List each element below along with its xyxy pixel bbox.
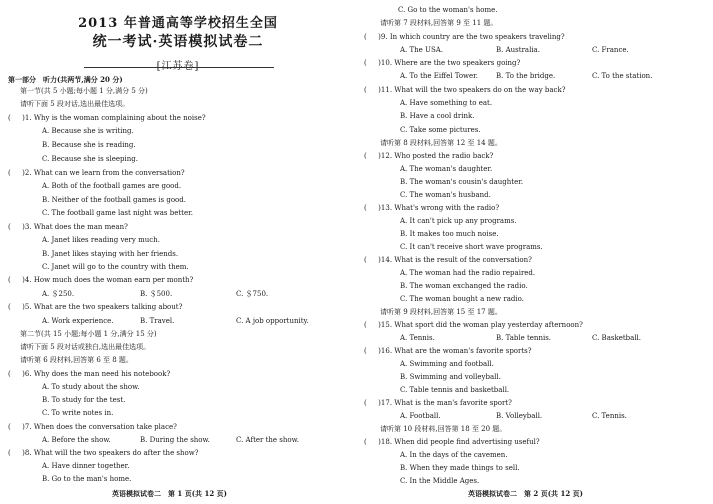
question-12: ( )12. Who posted the radio back? [364, 152, 494, 160]
option-6a: A. To study about the show. [42, 383, 140, 391]
option-9c: C. France. [592, 46, 629, 54]
exam-title-line1: 2013 年普通高等学校招生全国 [78, 16, 278, 31]
option-4b: B. ＄500. [140, 290, 173, 298]
option-5a: A. Work experience. [42, 317, 114, 325]
option-2c: C. The football game last night was better. [42, 209, 193, 217]
option-18c: C. In the Middle Ages. [400, 477, 480, 485]
option-15c: C. Basketball. [592, 334, 642, 342]
option-17b: B. Volleyball. [496, 412, 543, 420]
question-10: ( )10. Where are the two speakers going? [364, 59, 521, 67]
section-instruction: 请听下面 5 段对话,选出最佳选项。 [20, 100, 130, 108]
option-1a: A. Because she is writing. [42, 127, 134, 135]
option-14a: A. The woman had the radio repaired. [400, 269, 536, 277]
question-1: ( )1. Why is the woman complaining about the noise? [8, 114, 206, 122]
page-footer-right: 英语模拟试卷二 第 2 页(共 12 页) [468, 489, 583, 498]
section-heading: 第一节(共 5 小题;每小题 1 分,满分 5 分) [20, 87, 148, 95]
option-8c: C. Go to the woman's home. [398, 6, 498, 14]
question-6: ( )6. Why does the man need his notebook? [8, 370, 171, 378]
option-10b: B. To the bridge. [496, 72, 556, 80]
option-12a: A. The woman's daughter. [400, 165, 493, 173]
option-2b: B. Neither of the football games is good. [42, 196, 186, 204]
left-page [0, 0, 356, 504]
section-note-12: 请听第 8 段材料,回答第 12 至 14 题。 [380, 139, 502, 147]
question-17: ( )17. What is the man's favorite sport? [364, 399, 512, 407]
option-13c: C. It can't receive short wave programs. [400, 243, 543, 251]
option-17c: C. Tennis. [592, 412, 627, 420]
option-4c: C. ＄750. [236, 290, 269, 298]
option-18a: A. In the days of the cavemen. [400, 451, 508, 459]
option-13b: B. It makes too much noise. [400, 230, 499, 238]
option-6b: B. To study for the test. [42, 396, 126, 404]
option-11b: B. Have a cool drink. [400, 112, 475, 120]
option-16a: A. Swimming and football. [400, 360, 494, 368]
page-footer-left: 英语模拟试卷二 第 1 页(共 12 页) [112, 489, 227, 498]
option-1c: C. Because she is sleeping. [42, 155, 138, 163]
section-note-15: 请听第 9 段材料,回答第 15 至 17 题。 [380, 308, 502, 316]
question-13: ( )13. What's wrong with the radio? [364, 204, 500, 212]
question-14: ( )14. What is the result of the conversation? [364, 256, 532, 264]
option-17a: A. Football. [400, 412, 441, 420]
question-8: ( )8. What will the two speakers do after the show? [8, 449, 199, 457]
option-14c: C. The woman bought a new radio. [400, 295, 524, 303]
option-8b: B. Go to the man's home. [42, 475, 132, 483]
question-5: ( )5. What are the two speakers talking about? [8, 303, 183, 311]
option-7a: A. Before the show. [42, 436, 111, 444]
section-heading-2: 第二节(共 15 小题;每小题 1 分,满分 15 分) [20, 330, 157, 338]
section-note-9: 请听第 7 段材料,回答第 9 至 11 题。 [380, 19, 498, 27]
region-tag: [江苏卷] [156, 61, 200, 72]
question-15: ( )15. What sport did the woman play yesterday afternoon? [364, 321, 583, 329]
option-15a: A. Tennis. [400, 334, 435, 342]
option-11c: C. Take some pictures. [400, 126, 481, 134]
right-page [356, 0, 713, 504]
option-12b: B. The woman's cousin's daughter. [400, 178, 524, 186]
option-12c: C. The woman's husband. [400, 191, 491, 199]
option-8a: A. Have dinner together. [42, 462, 130, 470]
option-4a: A. ＄250. [42, 290, 75, 298]
section-instruction-2: 请听下面 5 段对话或独白,选出最佳选项。 [20, 343, 151, 351]
question-3: ( )3. What does the man mean? [8, 223, 128, 231]
option-14b: B. The woman exchanged the radio. [400, 282, 528, 290]
question-11: ( )11. What will the two speakers do on the way back? [364, 86, 566, 94]
option-13a: A. It can't pick up any programs. [400, 217, 517, 225]
question-4: ( )4. How much does the woman earn per month? [8, 276, 194, 284]
question-7: ( )7. When does the conversation take place? [8, 423, 177, 431]
option-3c: C. Janet will go to the country with them. [42, 263, 189, 271]
option-9b: B. Australia. [496, 46, 540, 54]
option-10c: C. To the station. [592, 72, 653, 80]
section-note-18: 请听第 10 段材料,回答第 18 至 20 题。 [380, 425, 507, 433]
question-2: ( )2. What can we learn from the conversation? [8, 169, 185, 177]
option-7c: C. After the show. [236, 436, 299, 444]
option-3b: B. Janet likes staying with her friends. [42, 250, 179, 258]
option-5c: C. A job opportunity. [236, 317, 309, 325]
section-note-2: 请听第 6 段材料,回答第 6 至 8 题。 [20, 356, 133, 364]
option-18b: B. When they made things to sell. [400, 464, 520, 472]
option-11a: A. Have something to eat. [400, 99, 493, 107]
option-7b: B. During the show. [140, 436, 210, 444]
option-2a: A. Both of the football games are good. [42, 182, 182, 190]
option-3a: A. Janet likes reading very much. [42, 236, 160, 244]
title-divider [84, 67, 274, 68]
option-15b: B. Table tennis. [496, 334, 552, 342]
option-9a: A. The USA. [400, 46, 444, 54]
option-6c: C. To write notes in. [42, 409, 114, 417]
question-9: ( )9. In which country are the two speakers traveling? [364, 33, 565, 41]
option-16b: B. Swimming and volleyball. [400, 373, 501, 381]
question-18: ( )18. When did people find advertising useful? [364, 438, 540, 446]
option-10a: A. To the Eiffel Tower. [400, 72, 478, 80]
exam-title-line2: 统一考试·英语模拟试卷二 [92, 34, 264, 50]
option-1b: B. Because she is reading. [42, 141, 136, 149]
question-16: ( )16. What are the woman's favorite sports? [364, 347, 532, 355]
option-16c: C. Table tennis and basketball. [400, 386, 510, 394]
part-heading: 第一部分 听力(共两节,满分 20 分) [8, 75, 123, 84]
option-5b: B. Travel. [140, 317, 175, 325]
